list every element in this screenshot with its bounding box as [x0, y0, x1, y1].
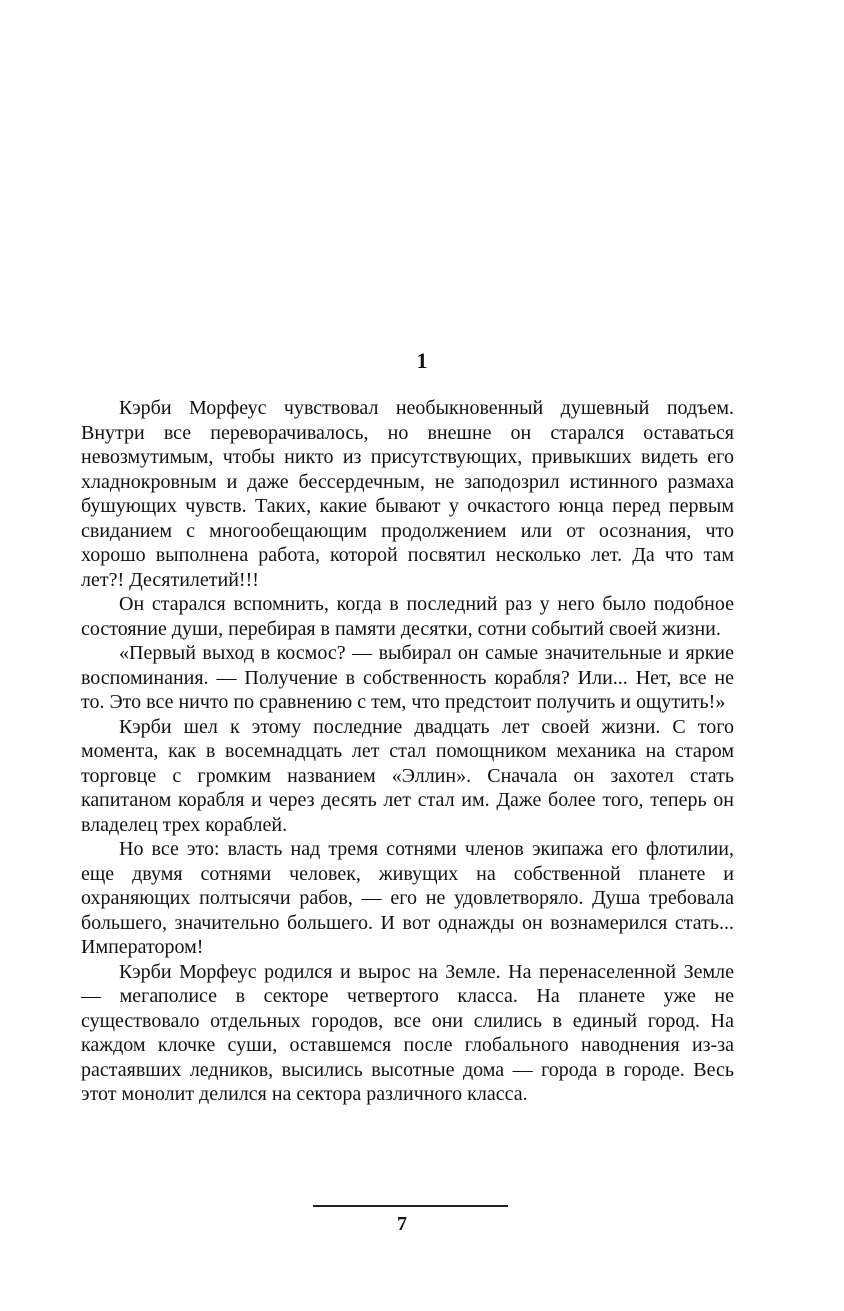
paragraph: Кэрби Морфеус родился и вырос на Земле. На перенаселенной Земле — мегаполисе в секторе четвертого класса. На планете уже не существовало отдельных городов, все они слились в единый город. На каждом клочке суши, оставшемся после глобального наводнения из-за растаявших ледников, высились высотные дома — города в городе. Весь этот монолит делился на сектора различного класса. — [81, 960, 734, 1105]
paragraph: Но все это: власть над тремя сотнями членов экипажа его флотилии, еще двумя сотнями человек, живущих на собственной планете и охраняющих полтысячи рабов, — его не удовлетворяло. Душа требовала большего, значительно большего. И вот однажды он вознамерился стать... Императором! — [81, 838, 734, 958]
chapter-number: 1 — [416, 348, 428, 373]
paragraph: Он старался вспомнить, когда в последний раз у него было подобное состояние души, перебирая в памяти десятки, сотни событий своей жизни. — [81, 593, 734, 640]
chapter-body — [81, 396, 734, 1107]
paragraph: Кэрби шел к этому последние двадцать лет своей жизни. С того момента, как в восемнадцать лет стал помощником механика на старом торговце с громким названием «Эллин». Сначала он захотел стать капитаном корабля и через десять лет стал им. Даже более того, теперь он владелец трех кораблей. — [81, 715, 734, 836]
footer-divider — [313, 1205, 508, 1207]
paragraph: Кэрби Морфеус чувствовал необыкновенный душевный подъем. Внутри все переворачивалось, но внешне он старался оставаться невозмутимым, чтобы никто из присутствующих, привыкших видеть его хладнокровным и даже бессердечным, не заподозрил истинного размаха бушующих чувств. Таких, какие бывают у очкастого юнца перед первым свиданием с многообещающим продолжением или от осознания, что хорошо выполнена работа, которой посвятил несколько лет. Да что там лет?! Десятилетий!!! — [81, 397, 734, 591]
page-number: 7 — [397, 1213, 407, 1235]
paragraph: «Первый выход в космос? — выбирал он самые значительные и яркие воспоминания. — Получение в собственность корабля? Или... Нет, все не то. Это все ничто по сравнению с тем, что предстоит получить и ощутить!» — [81, 642, 734, 713]
